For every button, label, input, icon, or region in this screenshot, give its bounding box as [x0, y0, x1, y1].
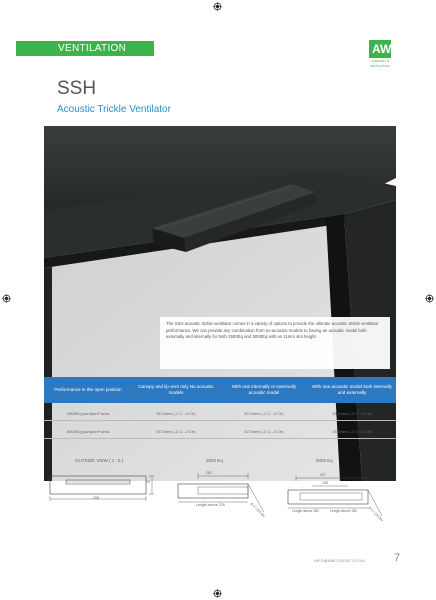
website-link[interactable]: INFO@AWCOVENT.CO.UK — [314, 559, 366, 563]
logo-letters: AW — [372, 42, 392, 56]
registration-mark-right — [425, 294, 434, 303]
d5000-angle-label: Ø 4 / 225 BV — [367, 505, 384, 523]
table-row — [44, 425, 396, 439]
outside-dim-width: 258 — [93, 496, 99, 500]
logo-caption-2: VENTILATION — [370, 64, 390, 68]
outside-dim-height: 20 — [146, 480, 150, 484]
drawing-2500-title: 2500 Eq — [206, 458, 223, 463]
drawing-5000-title: 5000 Eq — [316, 458, 333, 463]
table-header: Canopy and lip vent only No acoustic models — [132, 377, 220, 403]
table-cell: 45 Dnew (-1 C; -4 Ctr) — [308, 425, 396, 439]
registration-mark-bottom — [213, 589, 222, 598]
d2500-angle-label: Ø 4 / 225 BV — [249, 501, 266, 519]
product-name: Acoustic Trickle Ventilator — [57, 104, 171, 115]
product-description: The SSH acoustic trickle ventilator comes in a variety of options to provide the ultimate acoustic trickle ventilator performance. We can provide any combination from no-acoustic models to having an acoustic model both externally and internally for both 2500Eq and 5000Eq with an 11mm slot height. — [160, 317, 390, 369]
outside-view-title: OUTSIDE VIEW ( 1 : 5 ) — [75, 458, 124, 463]
d5000-dim-inner: 248 — [322, 481, 328, 485]
table-cell: 34 Dnew (-1 C; -2 Ctr) — [132, 425, 220, 439]
page-number: 7 — [394, 552, 401, 564]
d5000-length-label-1: Length above 282 — [292, 509, 320, 513]
logo-caption-1: COMPANY & — [371, 59, 389, 63]
table-header: With one acoustic model both internally and externally — [308, 377, 396, 403]
performance-table — [44, 377, 396, 439]
table-cell: 36 Dnew (-1 C; -4 Ctr) — [132, 407, 220, 421]
drawing-2500 — [168, 466, 274, 526]
section-header: VENTILATION — [16, 41, 154, 56]
outside-view-drawing — [44, 468, 164, 508]
table-cell: 2500Eq (sum)mm² area — [44, 407, 132, 421]
d2500-dim-top: 282 — [206, 471, 212, 475]
table-row — [44, 407, 396, 421]
table-cell: 42 Dnew (-1 C; -3 Ctr) — [220, 425, 308, 439]
table-cell: 40 Dnew (-1 C; -3 Ctr) — [220, 407, 308, 421]
table-cell: 43 Dnew (-0 C; -4 Ctr) — [308, 407, 396, 421]
d5000-length-label-2: Length above 282 — [330, 509, 358, 513]
d5000-dim-top: 427 — [320, 473, 326, 477]
table-header: Performance in the open position — [44, 377, 132, 403]
table-cell: 5000Eq (sum)mm² area — [44, 425, 132, 439]
d2500-length-label: Length above 228 — [196, 503, 225, 507]
registration-mark-left — [2, 294, 11, 303]
table-header: With one internally or externally acoustic model — [220, 377, 308, 403]
registration-mark-top — [213, 2, 222, 11]
product-code: SSH — [57, 78, 97, 99]
company-logo — [364, 40, 396, 72]
